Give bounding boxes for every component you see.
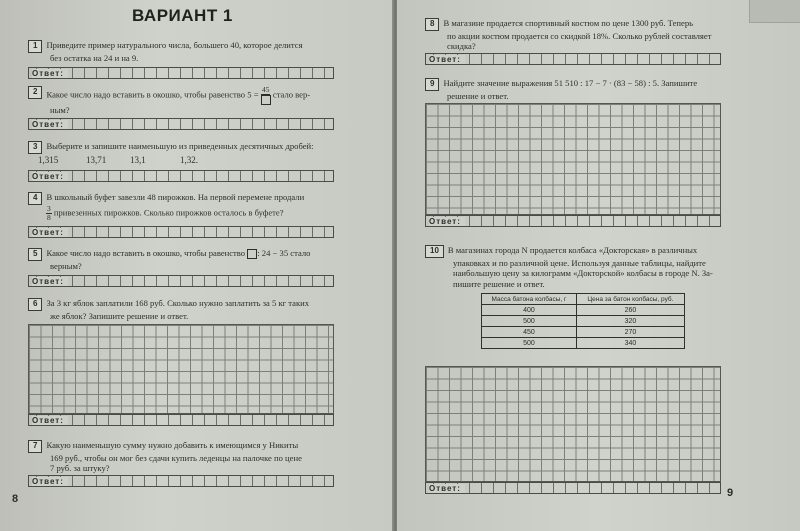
table-cell: 400	[482, 305, 577, 316]
variant-title: ВАРИАНТ 1	[132, 6, 233, 25]
solution-grid[interactable]	[425, 103, 721, 215]
answer-field[interactable]: Ответ:	[28, 118, 334, 130]
solution-grid[interactable]	[425, 366, 721, 482]
task-number: 9	[425, 78, 439, 91]
task-text: упаковках и по различной цене. Используя данные таблицы, найдите	[453, 257, 706, 268]
task-text: Какую наименьшую сумму нужно добавить к имеющимся у Никиты	[46, 440, 299, 450]
table-cell: 260	[576, 305, 684, 316]
task-number: 6	[28, 298, 42, 311]
task-text: За 3 кг яблок заплатили 168 руб. Сколько нужно заплатить за 5 кг таких	[46, 298, 310, 308]
task-number: 5	[28, 248, 42, 261]
task-text: решение и ответ.	[447, 90, 509, 101]
answer-field[interactable]: Ответ:	[28, 414, 334, 426]
task-text: 7 руб. за штуку?	[50, 463, 110, 473]
left-page	[0, 0, 394, 531]
answer-field[interactable]: Ответ:	[28, 67, 334, 79]
task-8	[425, 18, 775, 52]
task-text: скидка?	[447, 41, 476, 51]
decimal-2: 13,71	[86, 155, 107, 165]
table-row	[482, 338, 685, 349]
answer-field[interactable]: Ответ:	[425, 215, 721, 227]
task-number: 7	[28, 440, 42, 453]
table-cell: 450	[482, 327, 577, 338]
answer-field[interactable]: Ответ:	[28, 170, 334, 182]
right-page	[397, 0, 800, 531]
task-number: 4	[28, 192, 42, 205]
answer-field[interactable]: Ответ:	[28, 275, 334, 287]
table-row	[482, 316, 685, 327]
page-number: 9	[727, 487, 734, 499]
task-9	[425, 78, 775, 101]
task-text: Какое число надо вставить в окошко, чтобы равенство 5 =	[46, 89, 259, 100]
page-number: 8	[12, 493, 19, 505]
task-number: 10	[425, 245, 444, 258]
task-text: стало вер-	[272, 89, 311, 100]
task-5	[28, 248, 368, 271]
answer-field[interactable]: Ответ:	[28, 226, 334, 238]
decimal-4: 1,32.	[180, 155, 198, 165]
column-header: Масса батона колбасы, г	[482, 294, 577, 305]
answer-field[interactable]: Ответ:	[425, 482, 721, 494]
blank-box	[247, 249, 257, 259]
task-text: Какое число надо вставить в окошко, чтобы равенство	[46, 248, 246, 258]
task-text: Приведите пример натурального числа, большего 40, которое делится	[46, 40, 303, 50]
task-1	[28, 40, 368, 63]
table-cell: 340	[576, 338, 684, 349]
table-row	[482, 327, 685, 338]
task-10	[425, 245, 775, 289]
task-7	[28, 440, 368, 474]
task-text: : 24 − 35 стало	[257, 248, 311, 258]
solution-grid[interactable]	[28, 324, 334, 414]
task-number: 1	[28, 40, 42, 53]
task-text: верным?	[50, 260, 82, 271]
task-text: В школьный буфет завезли 48 пирожков. На первой перемене продали	[46, 192, 305, 202]
table-header-row	[482, 294, 685, 305]
fraction: $\frac{3}{8}$	[47, 203, 51, 222]
answer-field[interactable]: Ответ:	[425, 53, 721, 65]
task-text: Найдите значение выражения 51 510 : 17 − 7 · (83 − 58) : 5. Запишите	[443, 78, 698, 88]
task-4	[28, 192, 368, 222]
table-cell: 500	[482, 316, 577, 327]
task-text: В магазине продается спортивный костюм по цене 1300 руб. Теперь	[443, 18, 694, 28]
task-text: привезенных пирожков. Сколько пирожков осталось в буфете?	[53, 206, 284, 217]
task-text: же яблок? Запишите решение и ответ.	[50, 310, 189, 321]
task-2	[28, 86, 368, 116]
task-text: по акции костюм продается со скидкой 18%. Сколько рублей составляет	[447, 30, 712, 41]
fraction: 45	[261, 86, 271, 105]
task-number: 3	[28, 141, 42, 154]
task-text: ным?	[50, 105, 70, 115]
table-cell: 320	[576, 316, 684, 327]
column-header: Цена за батон колбасы, руб.	[576, 294, 684, 305]
sausage-table	[481, 293, 685, 349]
decimal-1: 1,315	[38, 155, 59, 165]
decimal-3: 13,1	[130, 155, 146, 165]
blank-box	[261, 95, 271, 105]
task-text: пишите решение и ответ.	[453, 278, 545, 289]
task-text: Выберите и запишите наименьшую из приведенных десятичных дробей:	[46, 141, 314, 151]
table-row	[482, 305, 685, 316]
table-cell: 500	[482, 338, 577, 349]
task-text: 169 руб., чтобы он мог без сдачи купить леденцы на палочке по цене	[50, 452, 302, 463]
task-text: наибольшую цену за килограмм «Докторской» колбасы в городе N. За-	[453, 268, 713, 278]
task-number: 2	[28, 86, 42, 99]
task-text: без остатка на 24 и на 9.	[50, 52, 139, 63]
task-3	[28, 141, 368, 154]
task-number: 8	[425, 18, 439, 31]
task-text: В магазинах города N продается колбаса «Докторская» в различных	[447, 245, 698, 255]
task-6	[28, 298, 368, 321]
table-cell: 270	[576, 327, 684, 338]
answer-field[interactable]: Ответ:	[28, 475, 334, 487]
